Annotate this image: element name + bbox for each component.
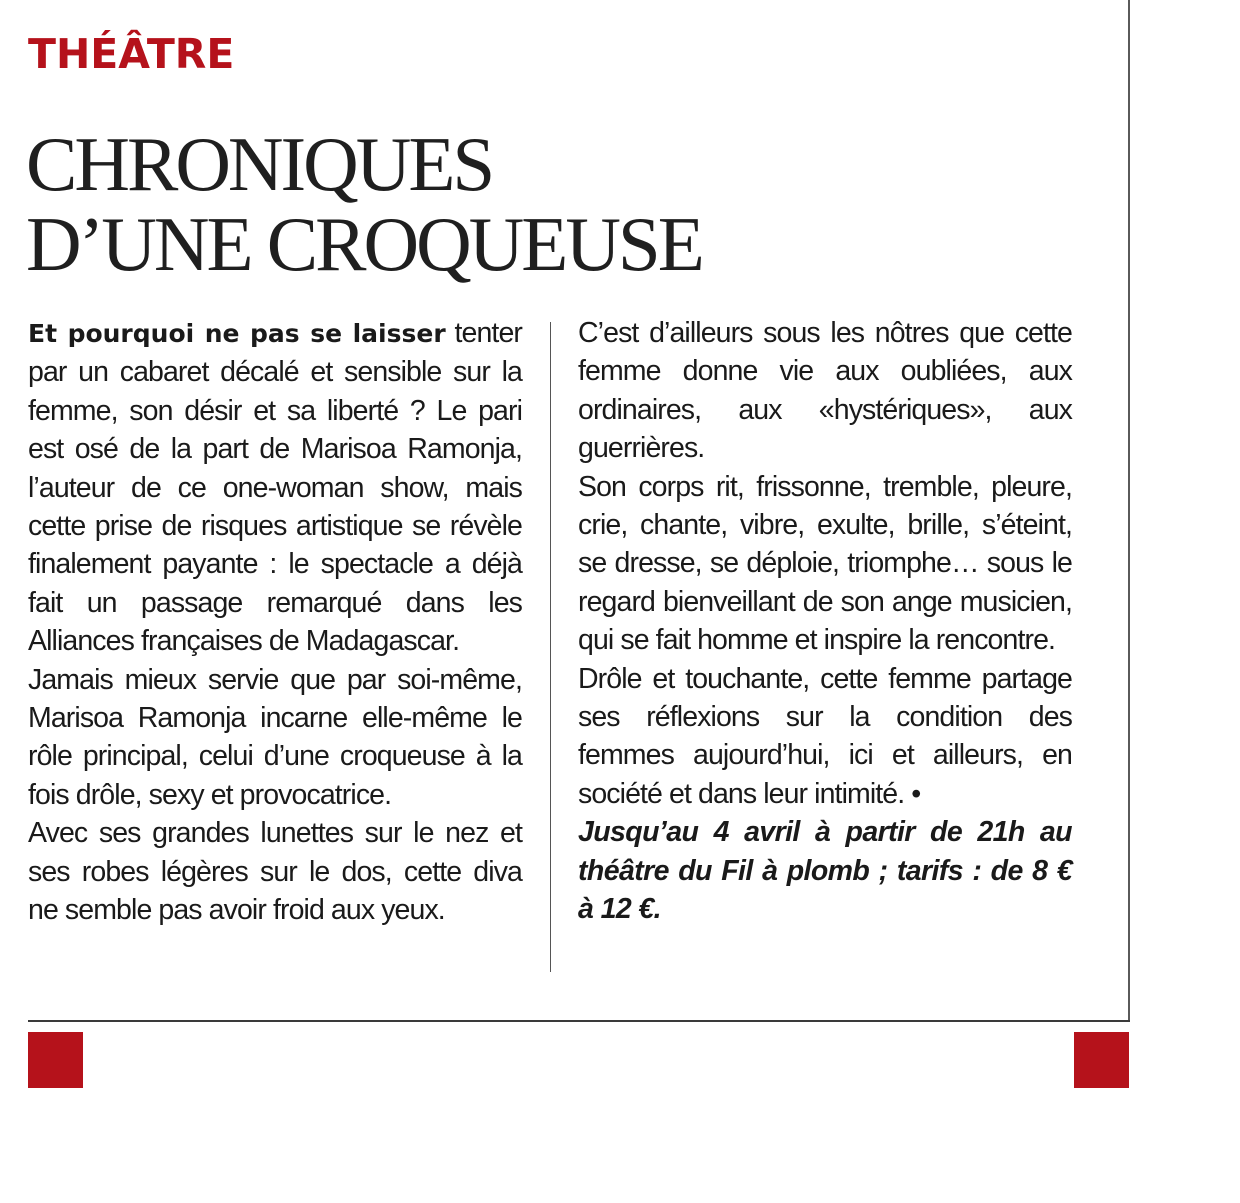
paragraph: Jamais mieux servie que par soi-même, Marisoa Ramonja incarne elle-même le rôle principal, celui d’une croqueuse à la fois drôle, sexy et provocatrice. [28, 663, 522, 811]
red-square-marker-right [1074, 1032, 1129, 1088]
paragraph [28, 314, 522, 661]
frame-rule-bottom [28, 1020, 1130, 1022]
section-label: THÉÂTRE [28, 30, 235, 78]
red-square-marker-left [28, 1032, 83, 1088]
article-headline [26, 121, 702, 287]
headline-line-1: CHRONIQUES [26, 121, 493, 207]
paragraph: Avec ses grandes lunettes sur le nez et ses robes légères sur le dos, cette diva ne semble pas avoir froid aux yeux. [28, 817, 522, 927]
practical-info: Jusqu’au 4 avril à partir de 21h au théâtre du Fil à plomb ; tarifs : de 8 € à 12 €. [578, 816, 1072, 926]
column-divider [550, 322, 551, 972]
paragraph: Son corps rit, frissonne, tremble, pleure, crie, chante, vibre, exulte, brille, s’éteint, se dresse, se déploie, triomphe… sous le regard bienveillant de son ange musicien, qui se fait homme et inspire la rencontre. [578, 470, 1072, 657]
right-column [578, 314, 1072, 929]
frame-rule-right [1128, 0, 1130, 1022]
paragraph-text: tenter par un cabaret décalé et sensible sur la femme, son désir et sa liberté ? Le pari est osé de la part de Marisoa Ramonja, l’auteur de ce one-woman show, mais cette prise de risques artistique se révèle finalement payante : le spectacle a déjà fait un passage remarqué dans les Alliances françaises de Madagascar. [28, 317, 522, 658]
lead-in: Et pourquoi ne pas se laisser [28, 319, 446, 348]
headline-line-2: D’UNE CROQUEUSE [26, 201, 702, 287]
left-column [28, 314, 522, 930]
paragraph: C’est d’ailleurs sous les nôtres que cette femme donne vie aux oubliées, aux ordinaires, aux «hystériques», aux guerrières. [578, 317, 1072, 465]
paragraph: Drôle et touchante, cette femme partage ses réflexions sur la condition des femmes aujourd’hui, ici et ailleurs, en société et dans leur intimité. • [578, 662, 1072, 810]
